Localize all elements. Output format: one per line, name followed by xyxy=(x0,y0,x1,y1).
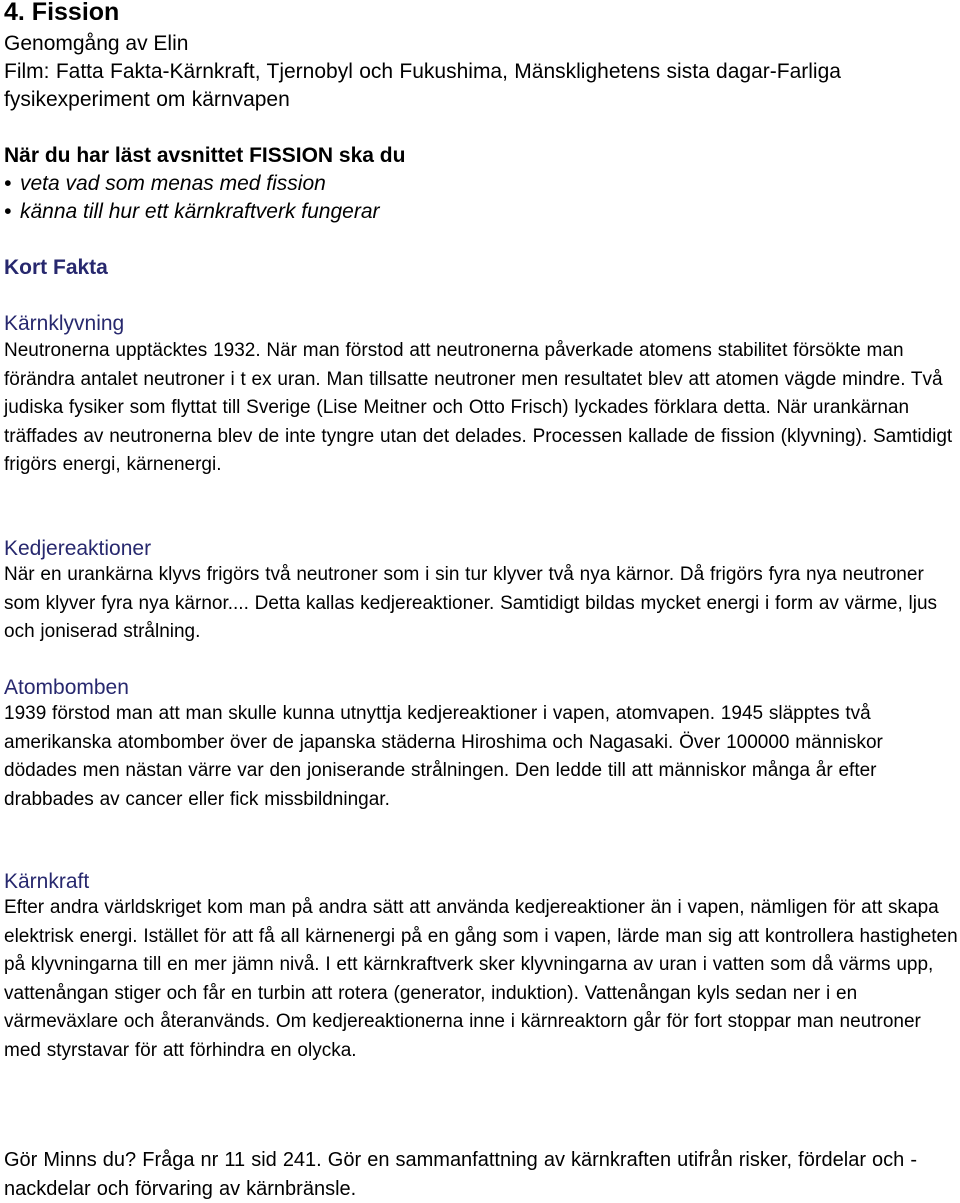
section-text-karnkraft: Efter andra världskriget kom man på andra sätt att använda kedjereaktioner än i vapen, nämligen för att skapa elektrisk energi. Istället för att få all kärnenergi på en gång som i vapen, lärde man sig att kontrollera hastigheten på klyvningarna till en mer jämn nivå. I ett kärnkraftverk sker klyvningarna av uran i vatten som då värms upp, vattenångan stiger och får en turbin att rotera (generator, induktion). Vattenångan kyls sedan ner i en värmeväxlare och återanvänds. Om kedjereaktionerna inne i kärnreaktorn går för fort stoppar man neutroner med styrstavar för att förhindra en olycka. xyxy=(4,897,958,1061)
section-heading-kedjereaktioner: Kedjereaktioner xyxy=(4,537,152,560)
kort-fakta-heading: Kort Fakta xyxy=(4,256,108,279)
goal-item-text: känna till hur ett kärnkraftverk fungerar xyxy=(20,200,380,223)
goal-item xyxy=(4,170,326,198)
film-line: Film: Fatta Fakta-Kärnkraft, Tjernobyl och Fukushima, Mänsklighetens sista dagar-Farliga fysikexperiment om kärnvapen xyxy=(4,60,841,111)
section-heading-karnklyvning: Kärnklyvning xyxy=(4,312,125,335)
goal-item-text: veta vad som menas med fission xyxy=(20,172,326,195)
section-text-karnklyvning: Neutronerna upptäcktes 1932. När man förstod att neutronerna påverkade atomens stabilitet försökte man förändra antalet neutroner i t ex uran. Man tillsatte neutroner men resultatet blev att atomen vägde mindre. Två judiska fysiker som flyttat till Sverige (Lise Meitner och Otto Frisch) lyckades förklara detta. När urankärnan träffades av neutronerna blev de inte tyngre utan det delades. Processen kallade de fission (klyvning). Samtidigt frigörs energi, kärnenergi. xyxy=(4,340,953,476)
section-text-kedjereaktioner: När en urankärna klyvs frigörs två neutroner som i sin tur klyver två nya kärnor. Då frigörs fyra nya neutroner som klyver fyra nya kärnor.... Detta kallas kedjereaktioner. Samtidigt bildas mycket energi i form av värme, ljus och joniserad strålning. xyxy=(4,564,938,643)
bullet-icon: • xyxy=(4,200,12,223)
bullet-icon: • xyxy=(4,172,12,195)
section-heading-atombomben: Atombomben xyxy=(4,676,129,699)
goal-item xyxy=(4,198,380,226)
review-line: Genomgång av Elin xyxy=(4,32,189,55)
goals-heading: När du har läst avsnittet FISSION ska du xyxy=(4,144,406,167)
section-heading-karnkraft: Kärnkraft xyxy=(4,870,90,893)
section-text-atombomben: 1939 förstod man att man skulle kunna utnyttja kedjereaktioner i vapen, atomvapen. 1945 släpptes två amerikanska atombomber över de japanska städerna Hiroshima och Nagasaki. Över 100000 människor dödades men nästan värre var den joniserande strålningen. Den ledde till att människor många år efter drabbades av cancer eller fick missbildningar. xyxy=(4,703,883,810)
section-title: 4. Fission xyxy=(4,0,120,26)
assignment-text: Gör Minns du? Fråga nr 11 sid 241. Gör en sammanfattning av kärnkraften utifrån risker, fördelar och -nackdelar och förvaring av kärnbränsle. xyxy=(4,1149,918,1200)
